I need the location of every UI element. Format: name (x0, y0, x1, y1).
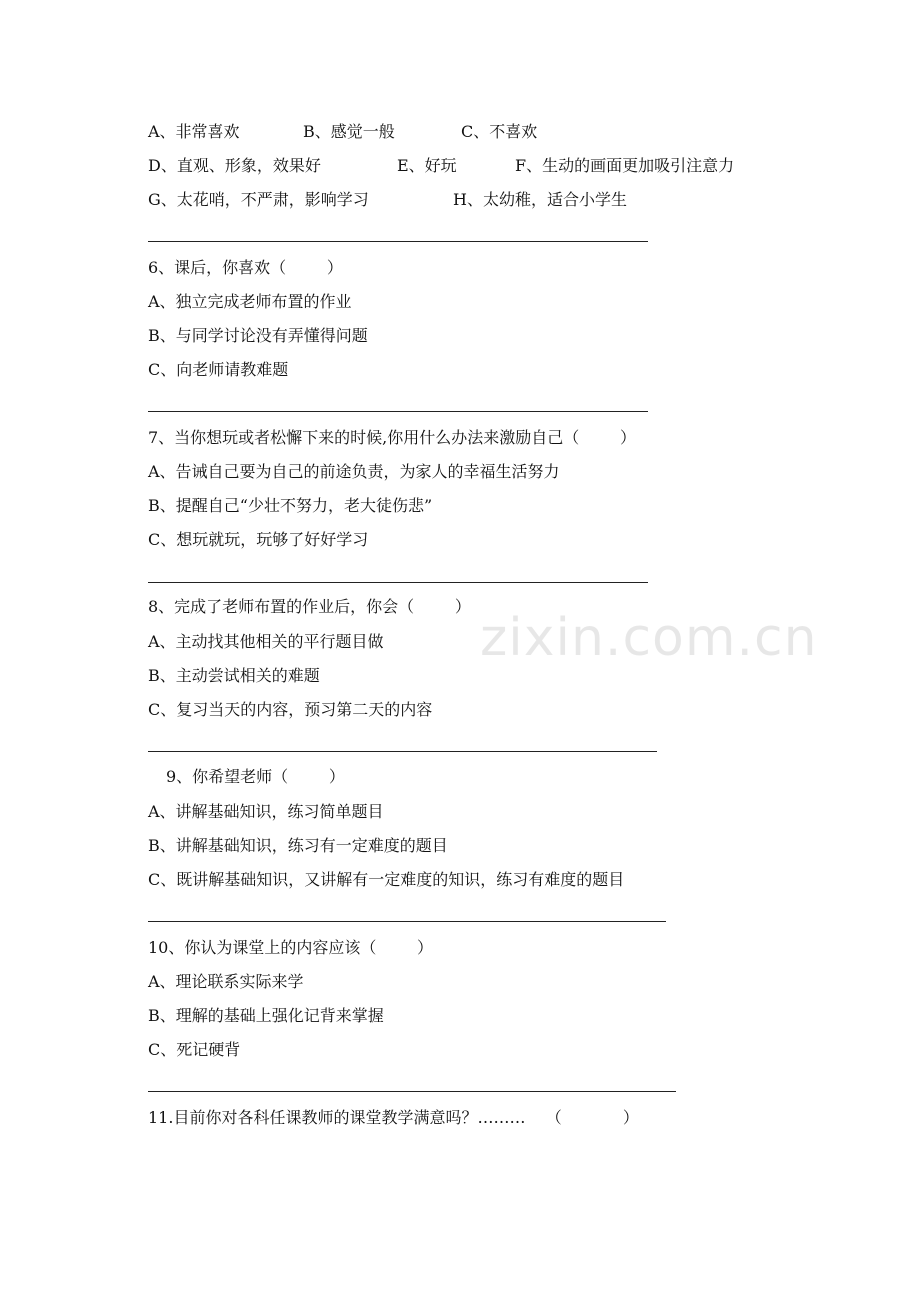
divider (148, 1091, 676, 1092)
question-10-option-b: B、理解的基础上强化记背来掌握 (148, 1006, 384, 1025)
option-F: F、生动的画面更加吸引注意力 (515, 156, 735, 175)
question-6-option-b: B、与同学讨论没有弄懂得问题 (148, 326, 368, 345)
question-9: 9、你希望老师（ ） (166, 767, 345, 786)
question-10-option-a: A、理论联系实际来学 (148, 972, 304, 991)
question-9-option-c: C、既讲解基础知识，又讲解有一定难度的知识，练习有难度的题目 (148, 870, 625, 889)
divider (148, 921, 666, 922)
divider (148, 241, 648, 242)
question-8: 8、完成了老师布置的作业后，你会（ ） (148, 597, 471, 616)
option-A-row1: A、非常喜欢 (148, 122, 240, 141)
question-6: 6、课后，你喜欢（ ） (148, 258, 343, 277)
question-7-option-a: A、告诫自己要为自己的前途负责，为家人的幸福生活努力 (148, 462, 560, 481)
question-11: 11.目前你对各科任课教师的课堂教学满意吗？……… （ ） (148, 1108, 639, 1127)
option-E: E、好玩 (397, 156, 457, 175)
divider (148, 582, 648, 583)
question-9-option-b: B、讲解基础知识，练习有一定难度的题目 (148, 836, 448, 855)
question-8-option-a: A、主动找其他相关的平行题目做 (148, 632, 384, 651)
option-C-row1: C、不喜欢 (461, 122, 538, 141)
option-D: D、直观、形象，效果好 (148, 156, 321, 175)
question-10: 10、你认为课堂上的内容应该（ ） (148, 938, 434, 957)
question-7-option-b: B、提醒自己“少壮不努力，老大徒伤悲” (148, 496, 433, 515)
question-6-option-a: A、独立完成老师布置的作业 (148, 292, 352, 311)
watermark: zixin.com.cn (480, 608, 818, 668)
question-8-option-b: B、主动尝试相关的难题 (148, 666, 320, 685)
option-B-row1: B、感觉一般 (303, 122, 395, 141)
question-8-option-c: C、复习当天的内容，预习第二天的内容 (148, 700, 433, 719)
question-6-option-c: C、向老师请教难题 (148, 360, 289, 379)
question-9-option-a: A、讲解基础知识，练习简单题目 (148, 802, 384, 821)
question-7: 7、当你想玩或者松懈下来的时候,你用什么办法来激励自己（ ） (148, 428, 636, 447)
question-10-option-c: C、死记硬背 (148, 1040, 241, 1059)
option-H: H、太幼稚，适合小学生 (453, 190, 627, 209)
question-7-option-c: C、想玩就玩，玩够了好好学习 (148, 530, 369, 549)
divider (148, 751, 657, 752)
divider (148, 411, 648, 412)
option-G: G、太花哨，不严肃，影响学习 (148, 190, 369, 209)
